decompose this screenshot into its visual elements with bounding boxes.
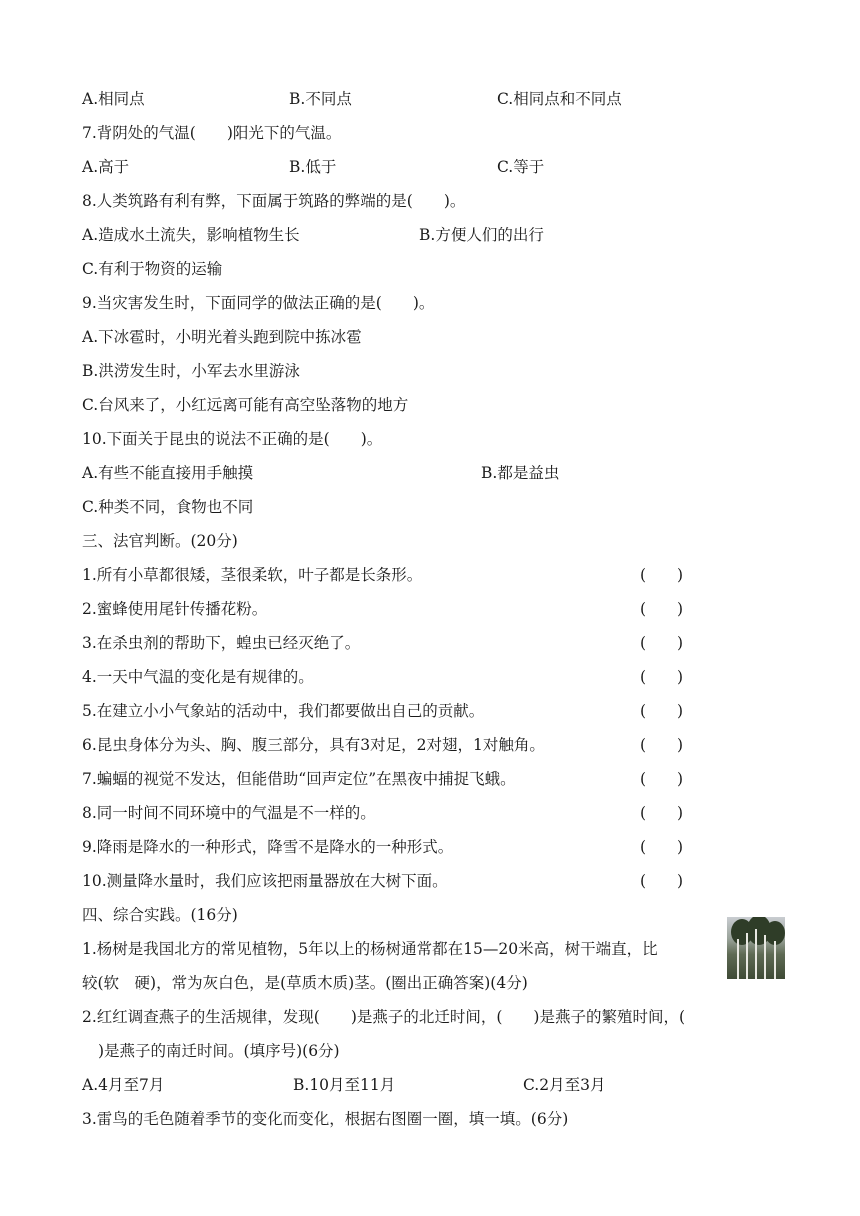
judge-item-2: 2.蜜蜂使用尾针传播花粉。 <box>82 600 268 618</box>
practice-q2-option-a: A.4月至7月 <box>82 1076 165 1094</box>
judge-answer-9[interactable]: ( ) <box>640 838 684 856</box>
judge-answer-7[interactable]: ( ) <box>640 770 684 788</box>
judge-answer-1[interactable]: ( ) <box>640 566 684 584</box>
judge-item-9: 9.降雨是降水的一种形式，降雪不是降水的一种形式。 <box>82 838 454 856</box>
q7-option-a: A.高于 <box>82 158 130 176</box>
practice-q3: 3.雷鸟的毛色随着季节的变化而变化，根据右图圈一圈，填一填。(6分) <box>82 1110 569 1128</box>
q10-option-b: B.都是益虫 <box>481 464 560 482</box>
q9-option-b: B.洪涝发生时，小军去水里游泳 <box>82 362 300 380</box>
practice-q1-line1: 1.杨树是我国北方的常见植物，5年以上的杨树通常都在15—20米高，树干端直，比 <box>82 940 658 958</box>
q8-option-b: B.方便人们的出行 <box>419 226 544 244</box>
practice-q2-line2: )是燕子的南迁时间。(填序号)(6分) <box>98 1042 340 1060</box>
practice-q2-option-b: B.10月至11月 <box>293 1076 396 1094</box>
section3-title: 三、法官判断。(20分) <box>82 532 238 550</box>
q8-stem: 8.人类筑路有利有弊，下面属于筑路的弊端的是( )。 <box>82 192 466 210</box>
poplar-tree-photo <box>727 917 785 979</box>
judge-item-8: 8.同一时间不同环境中的气温是不一样的。 <box>82 804 376 822</box>
q6-option-c: C.相同点和不同点 <box>497 90 622 108</box>
practice-q1-line2: 较(软 硬)，常为灰白色，是(草质木质)茎。(圈出正确答案)(4分) <box>82 974 528 992</box>
section4-title: 四、综合实践。(16分) <box>82 906 238 924</box>
q6-option-b: B.不同点 <box>289 90 352 108</box>
q9-option-c: C.台风来了，小红远离可能有高空坠落物的地方 <box>82 396 409 414</box>
q9-option-a: A.下冰雹时，小明光着头跑到院中拣冰雹 <box>82 328 362 346</box>
q6-option-a: A.相同点 <box>82 90 145 108</box>
q10-stem: 10.下面关于昆虫的说法不正确的是( )。 <box>82 430 383 448</box>
q8-option-c: C.有利于物资的运输 <box>82 260 223 278</box>
judge-item-7: 7.蝙蝠的视觉不发达，但能借助“回声定位”在黑夜中捕捉飞蛾。 <box>82 770 516 788</box>
q8-option-a: A.造成水土流失，影响植物生长 <box>82 226 300 244</box>
q9-stem: 9.当灾害发生时，下面同学的做法正确的是( )。 <box>82 294 435 312</box>
judge-item-4: 4.一天中气温的变化是有规律的。 <box>82 668 314 686</box>
judge-item-5: 5.在建立小小气象站的活动中，我们都要做出自己的贡献。 <box>82 702 485 720</box>
judge-item-6: 6.昆虫身体分为头、胸、腹三部分，具有3对足，2对翅，1对触角。 <box>82 736 545 754</box>
practice-q2-option-c: C.2月至3月 <box>523 1076 606 1094</box>
judge-answer-10[interactable]: ( ) <box>640 872 684 890</box>
judge-answer-5[interactable]: ( ) <box>640 702 684 720</box>
judge-item-1: 1.所有小草都很矮，茎很柔软，叶子都是长条形。 <box>82 566 423 584</box>
judge-answer-2[interactable]: ( ) <box>640 600 684 618</box>
q7-stem: 7.背阴处的气温( )阳光下的气温。 <box>82 124 342 142</box>
judge-item-3: 3.在杀虫剂的帮助下，蝗虫已经灭绝了。 <box>82 634 361 652</box>
q10-option-a: A.有些不能直接用手触摸 <box>82 464 254 482</box>
judge-answer-6[interactable]: ( ) <box>640 736 684 754</box>
q7-option-b: B.低于 <box>289 158 337 176</box>
practice-q2-line1: 2.红红调查燕子的生活规律，发现( )是燕子的北迁时间，( )是燕子的繁殖时间，( <box>82 1008 686 1026</box>
judge-item-10: 10.测量降水量时，我们应该把雨量器放在大树下面。 <box>82 872 448 890</box>
judge-answer-3[interactable]: ( ) <box>640 634 684 652</box>
q7-option-c: C.等于 <box>497 158 545 176</box>
judge-answer-8[interactable]: ( ) <box>640 804 684 822</box>
judge-answer-4[interactable]: ( ) <box>640 668 684 686</box>
q10-option-c: C.种类不同，食物也不同 <box>82 498 254 516</box>
